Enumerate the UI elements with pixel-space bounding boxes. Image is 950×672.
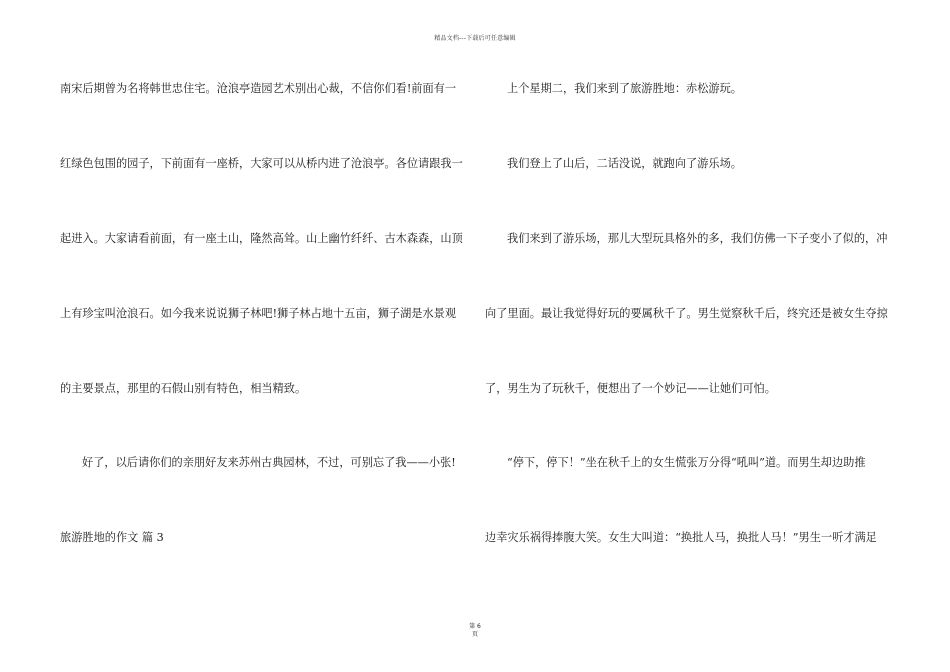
section-heading: 旅游胜地的作文 篇 3: [60, 531, 164, 544]
page-number: [0, 623, 950, 639]
left-line-1: 南宋后期曾为名将韩世忠住宅。沧浪亭造园艺术别出心裁，不信你们看!前面有一: [60, 82, 457, 95]
right-line-7: 边幸灾乐祸得捧腹大笑。女生大叫道：“换批人马，换批人马！”男生一听才满足: [485, 531, 877, 544]
left-line-5: 的主要景点，那里的石假山别有特色，相当精致。: [60, 382, 307, 395]
left-line-6: 好了，以后请你们的亲朋好友来苏州古典园林，不过，可别忘了我——小张!: [82, 456, 456, 469]
page-header: 精品文档---下载后可任意编辑: [434, 35, 516, 42]
left-line-2: 红绿色包围的园子，下前面有一座桥，大家可以从桥内进了沧浪亭。各位请跟我一: [60, 157, 463, 170]
left-line-3: 起进入。大家请看前面，有一座土山，隆然高耸。山上幽竹纤纤、古木森森，山顶: [60, 232, 463, 245]
left-line-4: 上有珍宝叫沧浪石。如今我来说说狮子林吧!狮子林占地十五亩，狮子湖是水景观: [60, 307, 457, 320]
right-line-2: 我们登上了山后，二话没说，就跑向了游乐场。: [507, 157, 742, 170]
right-line-1: 上个星期二，我们来到了旅游胜地：赤松游玩。: [507, 82, 742, 95]
right-line-6: “停下，停下！”坐在秋千上的女生慌张万分得“吼叫”道。而男生却边助推: [507, 456, 866, 469]
right-line-5: 了，男生为了玩秋千，便想出了一个妙记——让她们可怕。: [485, 382, 776, 395]
right-line-4: 向了里面。最让我觉得好玩的要属秋千了。男生觉察秋千后，终究还是被女生夺掠: [485, 307, 888, 320]
right-line-3: 我们来到了游乐场，那儿大型玩具格外的多，我们仿佛一下子变小了似的，冲: [507, 232, 888, 245]
page-number-top: 第 6: [469, 623, 481, 630]
page-number-bottom: 页: [471, 631, 478, 638]
